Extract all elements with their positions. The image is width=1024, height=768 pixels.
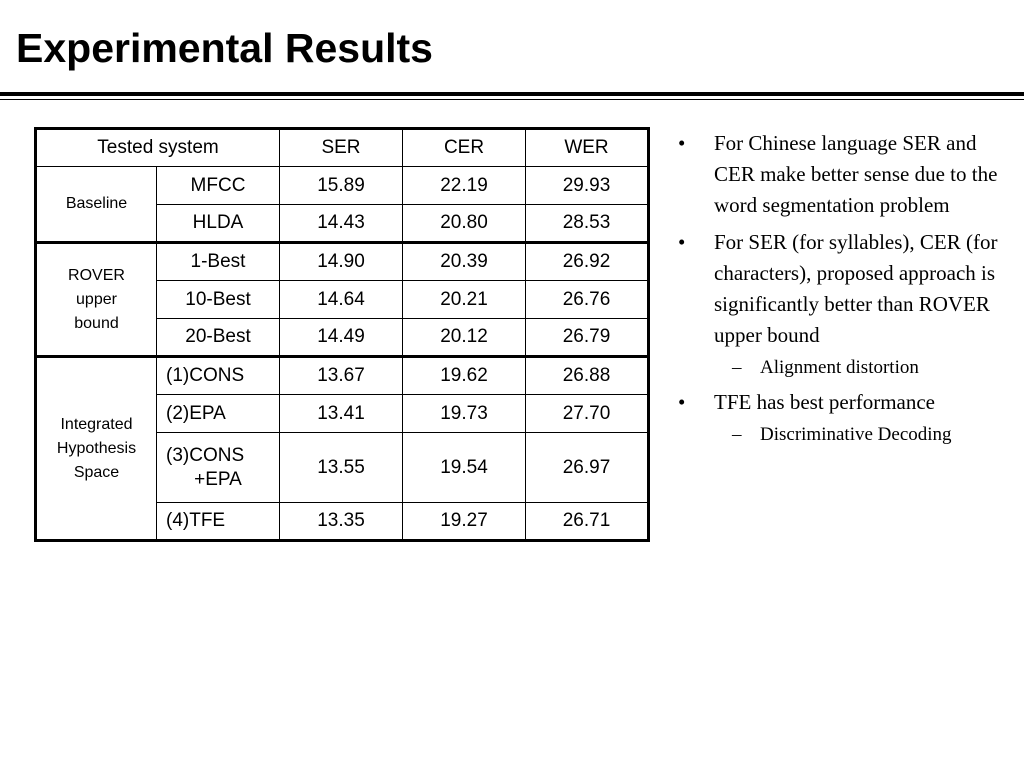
ser-value: 13.55	[280, 433, 403, 503]
group-label-line: upper	[76, 290, 117, 308]
sub-bullet-text: Discriminative Decoding	[760, 424, 952, 445]
bullet-dot-icon: •	[678, 230, 686, 254]
table-row	[36, 357, 649, 395]
wer-value: 26.71	[526, 503, 649, 541]
group-label-line: ROVER	[68, 266, 125, 284]
system-name: 1-Best	[157, 243, 280, 281]
system-name: (1)CONS	[157, 357, 280, 395]
bullet-item	[676, 128, 1016, 221]
sub-bullet-item	[676, 422, 1016, 448]
system-name: (4)TFE	[157, 503, 280, 541]
group-label-baseline: Baseline	[36, 167, 157, 243]
cer-value: 19.62	[403, 357, 526, 395]
ser-value: 14.49	[280, 319, 403, 357]
cer-value: 19.73	[403, 395, 526, 433]
ser-value: 14.64	[280, 281, 403, 319]
bullet-dot-icon: •	[678, 131, 686, 155]
sub-bullet-item	[676, 355, 1016, 381]
ser-value: 13.35	[280, 503, 403, 541]
bullet-item	[676, 387, 1016, 418]
ser-value: 14.43	[280, 205, 403, 243]
wer-value: 27.70	[526, 395, 649, 433]
group-label-line: Hypothesis	[56, 439, 137, 457]
cer-value: 19.54	[403, 433, 526, 503]
system-name: HLDA	[157, 205, 280, 243]
system-name-line: (3)CONS	[166, 444, 245, 466]
wer-value: 26.76	[526, 281, 649, 319]
table-row	[36, 167, 649, 205]
cer-value: 22.19	[403, 167, 526, 205]
bullet-text: TFE has best performance	[714, 390, 936, 414]
dash-icon: –	[732, 424, 742, 445]
group-label-integrated	[36, 357, 157, 541]
ser-value: 15.89	[280, 167, 403, 205]
cer-value: 20.21	[403, 281, 526, 319]
wer-value: 26.88	[526, 357, 649, 395]
wer-value: 26.79	[526, 319, 649, 357]
system-name: MFCC	[157, 167, 280, 205]
wer-value: 26.92	[526, 243, 649, 281]
cer-value: 20.80	[403, 205, 526, 243]
ser-value: 14.90	[280, 243, 403, 281]
title-divider-thin	[0, 99, 1024, 100]
group-label-line: Space	[73, 463, 120, 481]
group-label-line: Integrated	[60, 415, 133, 433]
wer-value: 29.93	[526, 167, 649, 205]
header-tested-system: Tested system	[36, 129, 280, 167]
title-divider-thick	[0, 92, 1024, 96]
bullet-dot-icon: •	[678, 390, 686, 414]
header-wer: WER	[526, 129, 649, 167]
bullet-list	[676, 128, 1016, 454]
cer-value: 19.27	[403, 503, 526, 541]
sub-bullet-text: Alignment distortion	[760, 357, 919, 378]
group-label-line: bound	[74, 314, 119, 332]
system-name	[157, 433, 280, 503]
system-name: 20-Best	[157, 319, 280, 357]
table-row	[36, 243, 649, 281]
results-table	[34, 127, 650, 542]
table-header-row	[36, 129, 649, 167]
cer-value: 20.39	[403, 243, 526, 281]
ser-value: 13.67	[280, 357, 403, 395]
dash-icon: –	[732, 357, 742, 378]
ser-value: 13.41	[280, 395, 403, 433]
bullet-text: For Chinese language SER and CER make better sense due to the word segmentation problem	[714, 131, 998, 217]
bullet-item	[676, 227, 1016, 351]
system-name: 10-Best	[157, 281, 280, 319]
wer-value: 26.97	[526, 433, 649, 503]
system-name-line: +EPA	[194, 468, 242, 490]
header-cer: CER	[403, 129, 526, 167]
system-name: (2)EPA	[157, 395, 280, 433]
bullet-text: For SER (for syllables), CER (for characters), proposed approach is significantly better than ROVER upper bound	[714, 230, 998, 347]
slide-title: Experimental Results	[16, 25, 433, 71]
wer-value: 28.53	[526, 205, 649, 243]
group-label-rover	[36, 243, 157, 357]
cer-value: 20.12	[403, 319, 526, 357]
header-ser: SER	[280, 129, 403, 167]
